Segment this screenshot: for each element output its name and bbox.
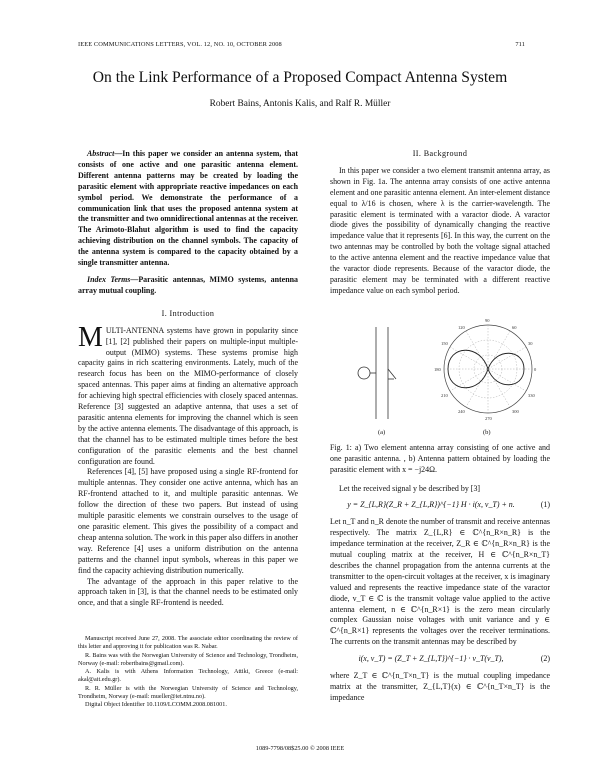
index-terms — [78, 275, 298, 297]
background-paragraph: In this paper we consider a two element transmit antenna array, as shown in Fig. 1a. The antenna array consists of one active antenna element and one parasitic antenna element. An inter-element distance equal to λ/16 is chosen, where λ is the carrier-wavelength. The parasitic element is terminated with a varactor diode. A varactor diode gives the possibility of dynamically changing the reactive impedance value that it represents [6]. In this way, the current on the two antennas may be controlled by both the voltage signal attached to the active antenna element and the reactive impedance value that the varactor diode represents. Because of the varactor diode, the parasitic element may be terminated with a different reactive impedance value on each symbol period. — [330, 165, 551, 295]
footnote-kalis: A. Kalis is with Athens Information Technology, Attiki, Greece (e-mail: akal@ait.edu.gr). — [78, 668, 298, 684]
author-list: Robert Bains, Antonis Kalis, and Ralf R. Müller — [209, 99, 391, 109]
equation-2-number: (2) — [540, 654, 550, 664]
tick-label-180: 180 — [434, 366, 441, 372]
tick-label-270: 270 — [485, 415, 492, 421]
subfigure-label-a: (a) — [378, 428, 386, 436]
tick-label-0: 0 — [534, 366, 537, 372]
antenna-array-diagram — [358, 327, 396, 419]
intro-paragraph-2: References [4], [5] have proposed using a single RF-frontend for multiple antennas. They consider one active antenna, which has an RF-frontend attached to it, and multiple parasitic antennas. We follow the direction of these two papers. But instead of using multiple parasitic elements we constrain ourselves to the usage of one parasitic element. This gives the possibility of a compact and cheap antenna solution. The work in this paper also differs in another way. Reference [4] uses a uniform distribution on the antenna patterns and the channel input symbols, whereas in this paper we find the capacity achieving distribution numerically. — [78, 467, 298, 575]
tick-label-240: 240 — [458, 408, 465, 414]
intro-paragraph-1 — [78, 321, 298, 468]
index-terms-text: —Parasitic antennas, MIMO systems, antenna array mutual coupling. — [78, 274, 298, 295]
tick-label-210: 210 — [441, 392, 448, 398]
intro-paragraph-1-text: ULTI-ANTENNA systems have grown in popularity since [1], [2] published their papers on multiple-input multiple-output (MIMO) systems. These systems promise high capacity gains in rich scattering environments. Lately, much of the research focus has been on the MIMO-performance of closely spaced antennas. This paper aims at finding an alternative approach for achieving high spectral efficiencies with closely spaced antennas. Reference [3] suggested an adaptive antenna, that uses a set of parasitic antenna elements for improving the channel which is seen by the active antenna elements. The disadvantage of this approach, is that the channel has to be estimated multiple times before the best configuration of the parasitic elements and the best channel configuration are found. — [78, 325, 298, 466]
polar-pattern-plot — [444, 325, 532, 413]
footnote-received: Manuscript received June 27, 2008. The associate editor coordinating the review of this letter and approving it for publication was R. Nabar. — [78, 635, 298, 651]
tick-label-90: 90 — [485, 317, 490, 323]
equation-1-body: y = Z_{L,R}(Z_R + Z_{L,R})^{−1} H · i(x, v_T) + n. — [347, 500, 515, 510]
varactor-diode-icon — [388, 369, 396, 379]
voltage-source-icon — [358, 367, 370, 379]
tick-label-120: 120 — [458, 324, 465, 330]
figure-caption: Fig. 1: a) Two element antenna array consisting of one active and one parasitic antenna. , b) Antenna pattern obtained by loading the parasitic element with x = −j24Ω. — [330, 442, 550, 474]
tick-label-330: 330 — [528, 392, 535, 398]
footnote-muller: R. R. Müller is with the Norwegian University of Science and Technology, Trondheim, Norway (e-mail: mueller@iet.ntnu.no). — [78, 684, 298, 701]
model-paragraph-1: Let n_T and n_R denote the number of transmit and receive antennas respectively. The matrix Z_{L,R} ∈ ℂ^{n_R×n_R} is the impedance termination at the receiver, Z_R ∈ ℂ^{n_R×n_R} is the mutual coupling matrix at the receiver, H ∈ ℂ^{n_R×n_T} describes the channel propagation from the antenna currents at the transmitter to the open-circuit voltages at the receiver, x is imaginary valued and represents the reactive impedance state of the varactor diode, v_T ∈ ℂ is the transmit voltage value applied to the active antenna element, n ∈ ℂ^{n_R×1} is the zero mean circularly complex Gaussian noise voltages with unit variance and y ∈ ℂ^{n_R×1} represents the voltages over the receiver terminations. The currents on the transmit antennas may be described by — [330, 517, 550, 647]
tick-label-300: 300 — [512, 408, 519, 414]
running-head — [78, 41, 525, 48]
left-column — [78, 149, 298, 609]
equation-1-number: (1) — [540, 500, 550, 510]
tick-label-150: 150 — [441, 340, 448, 346]
section-heading-background: II. Background — [412, 149, 468, 158]
intro-paragraph-3: The advantage of the approach in this paper relative to the approach taken in [3], is that the channel needs to be estimated only once, and that a single RF-frontend is needed. — [78, 576, 298, 608]
figure-1 — [330, 307, 550, 439]
journal-header: IEEE COMMUNICATIONS LETTERS, VOL. 12, NO. 10, OCTOBER 2008 — [78, 41, 282, 48]
tick-label-30: 30 — [528, 340, 533, 346]
index-terms-label: Index Terms — [87, 274, 131, 284]
tick-label-60: 60 — [512, 324, 517, 330]
model-paragraph-2: where Z_T ∈ ℂ^{n_T×n_T} is the mutual coupling impedance matrix at the transmitter, Z_{L,T}(x) ∈ ℂ^{n_T×n_T} is the impedance — [330, 671, 550, 702]
right-column — [330, 149, 550, 704]
paper-title: On the Link Performance of a Proposed Compact Antenna System — [92, 69, 508, 86]
section-heading-introduction: I. Introduction — [161, 308, 215, 318]
drop-cap: M — [78, 321, 103, 353]
model-intro-paragraph: Let the received signal y be described by [3] — [339, 483, 481, 493]
page-number: 711 — [515, 41, 525, 48]
equation-2 — [330, 654, 550, 665]
abstract — [78, 149, 298, 269]
equation-1 — [330, 500, 550, 511]
footnotes — [78, 635, 298, 710]
subfigure-label-b: (b) — [483, 428, 491, 436]
copyright-line: 1089-7798/08$25.00 © 2008 IEEE — [255, 745, 345, 752]
footnote-bains: R. Bains was with the Norwegian University of Science and Technology, Trondheim, Norway (e-mail: robertbains@gmail.com). — [78, 651, 298, 667]
equation-2-body: i(x, v_T) = (Z_T + Z_{L,T})^{−1} · v_T(v_T), — [358, 654, 504, 664]
abstract-label: Abstract — [87, 149, 115, 158]
abstract-text: —In this paper we consider an antenna system, that consists of one active and one parasitic antenna element. Different antenna patterns may be created by loading the parasitic element with appropriate reactive impedances on each symbol period. We demonstrate the performance of a communication link that uses the proposed antenna system at the transmitter and two omnidirectional antennas at the receiver. The Arimoto-Blahut algorithm is used to find the capacity achieving distribution on the channel symbols. The capacity of the antenna system is compared to the capacity obtained by a single transmitter antenna. — [78, 149, 298, 268]
polar-tick-labels — [434, 318, 537, 421]
figure-graphic — [330, 307, 550, 439]
footnote-doi: Digital Object Identifier 10.1109/LCOMM.2008.081001. — [85, 701, 227, 709]
